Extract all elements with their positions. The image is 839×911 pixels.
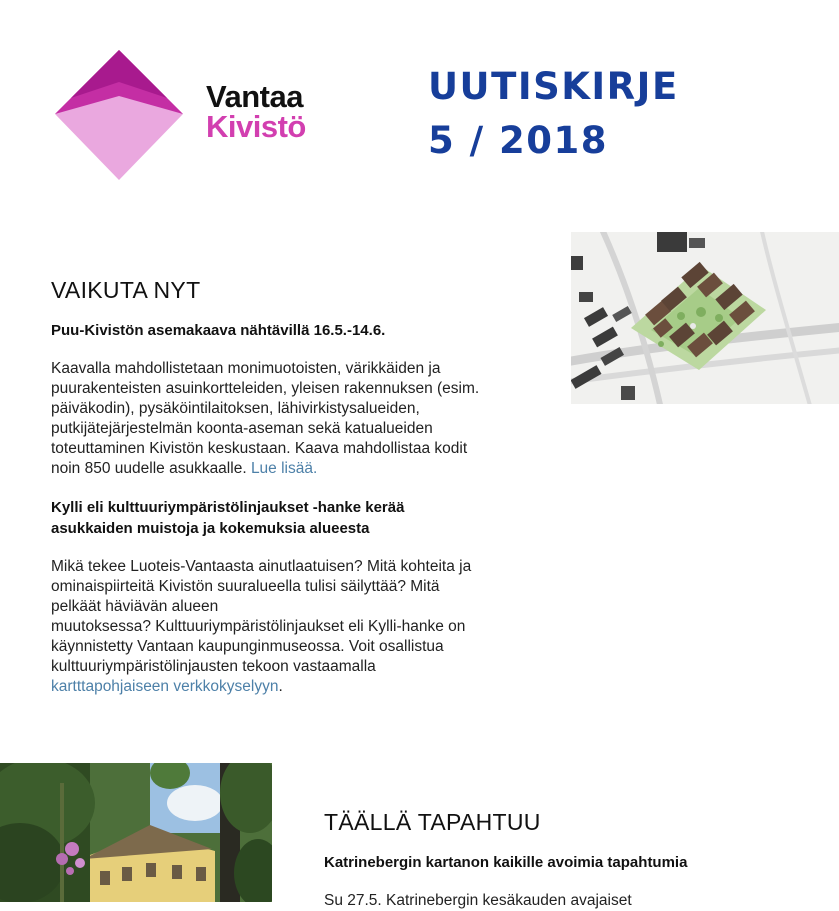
survey-link[interactable]: kartttapohjaiseen verkkokyselyyn [51,678,279,695]
section-title-vaikuta-nyt: VAIKUTA NYT [51,277,201,303]
body-line: putkijätejärjestelmän koonta-aseman sekä katualueiden [51,420,433,437]
article-heading-asemakaava: Puu-Kivistön asemakaava nähtävillä 16.5.-14.6. [51,322,386,339]
body-line: kulttuuriympäristölinjausten tekoon vastaamalla [51,658,376,675]
body-line: päiväkodin), pysäköintilaitoksen, lähivirkistysalueiden, [51,400,420,417]
logo-kivisto: Kivistö [206,109,306,144]
newsletter-title [428,60,679,168]
newsletter-title-line1: UUTISKIRJE [428,65,679,108]
body-line [51,459,479,479]
body-line: ominaispiirteitä Kivistön suuralueella tulisi säilyttää? Mitä [51,578,440,595]
article-heading-kylli [51,497,404,539]
section-title-taalla-tapahtuu: TÄÄLLÄ TAPAHTUU [324,809,541,835]
zoning-plan-map-image [571,232,839,404]
body-line: puurakenteisten asuinkortteleiden, yleisen rakennuksen (esim. [51,380,480,397]
article-body-kylli [51,557,471,697]
article-body-asemakaava [51,359,479,479]
body-text: noin 850 uudelle asukkaalle. [51,460,247,477]
katrineberg-manor-photo [0,763,272,902]
body-line: pelkäät häviävän alueen [51,598,219,615]
body-line: Mikä tekee Luoteis-Vantaasta ainutlaatuisen? Mitä kohteita ja [51,558,472,575]
events-heading: Katrinebergin kartanon kaikille avoimia tapahtumia [324,854,688,871]
body-line [51,677,471,697]
body-line: toteuttaminen Kivistön keskustaan. Kaava mahdollistaa kodit [51,440,468,457]
read-more-link[interactable]: Lue lisää. [250,460,318,477]
heading-line: Kylli eli kulttuuriympäristölinjaukset -hanke kerää [51,499,405,516]
body-line: Kaavalla mahdollistetaan monimuotoisten, värikkäiden ja [51,360,441,377]
diamond-logo-icon [52,46,186,182]
event-line: Su 27.5. Katrinebergin kesäkauden avajaiset [324,892,632,909]
body-text: . [278,678,283,695]
logo-vantaa: Vantaa [206,79,303,114]
body-line: käynnistetty Vantaan kaupunginmuseossa. Voit osallistua [51,638,444,655]
newsletter-issue: 5 / 2018 [428,119,608,162]
body-line: muutoksessa? Kulttuuriympäristölinjaukset eli Kylli-hanke on [51,618,466,635]
logo-text [206,79,306,144]
heading-line: asukkaiden muistoja ja kokemuksia alueesta [51,520,370,537]
